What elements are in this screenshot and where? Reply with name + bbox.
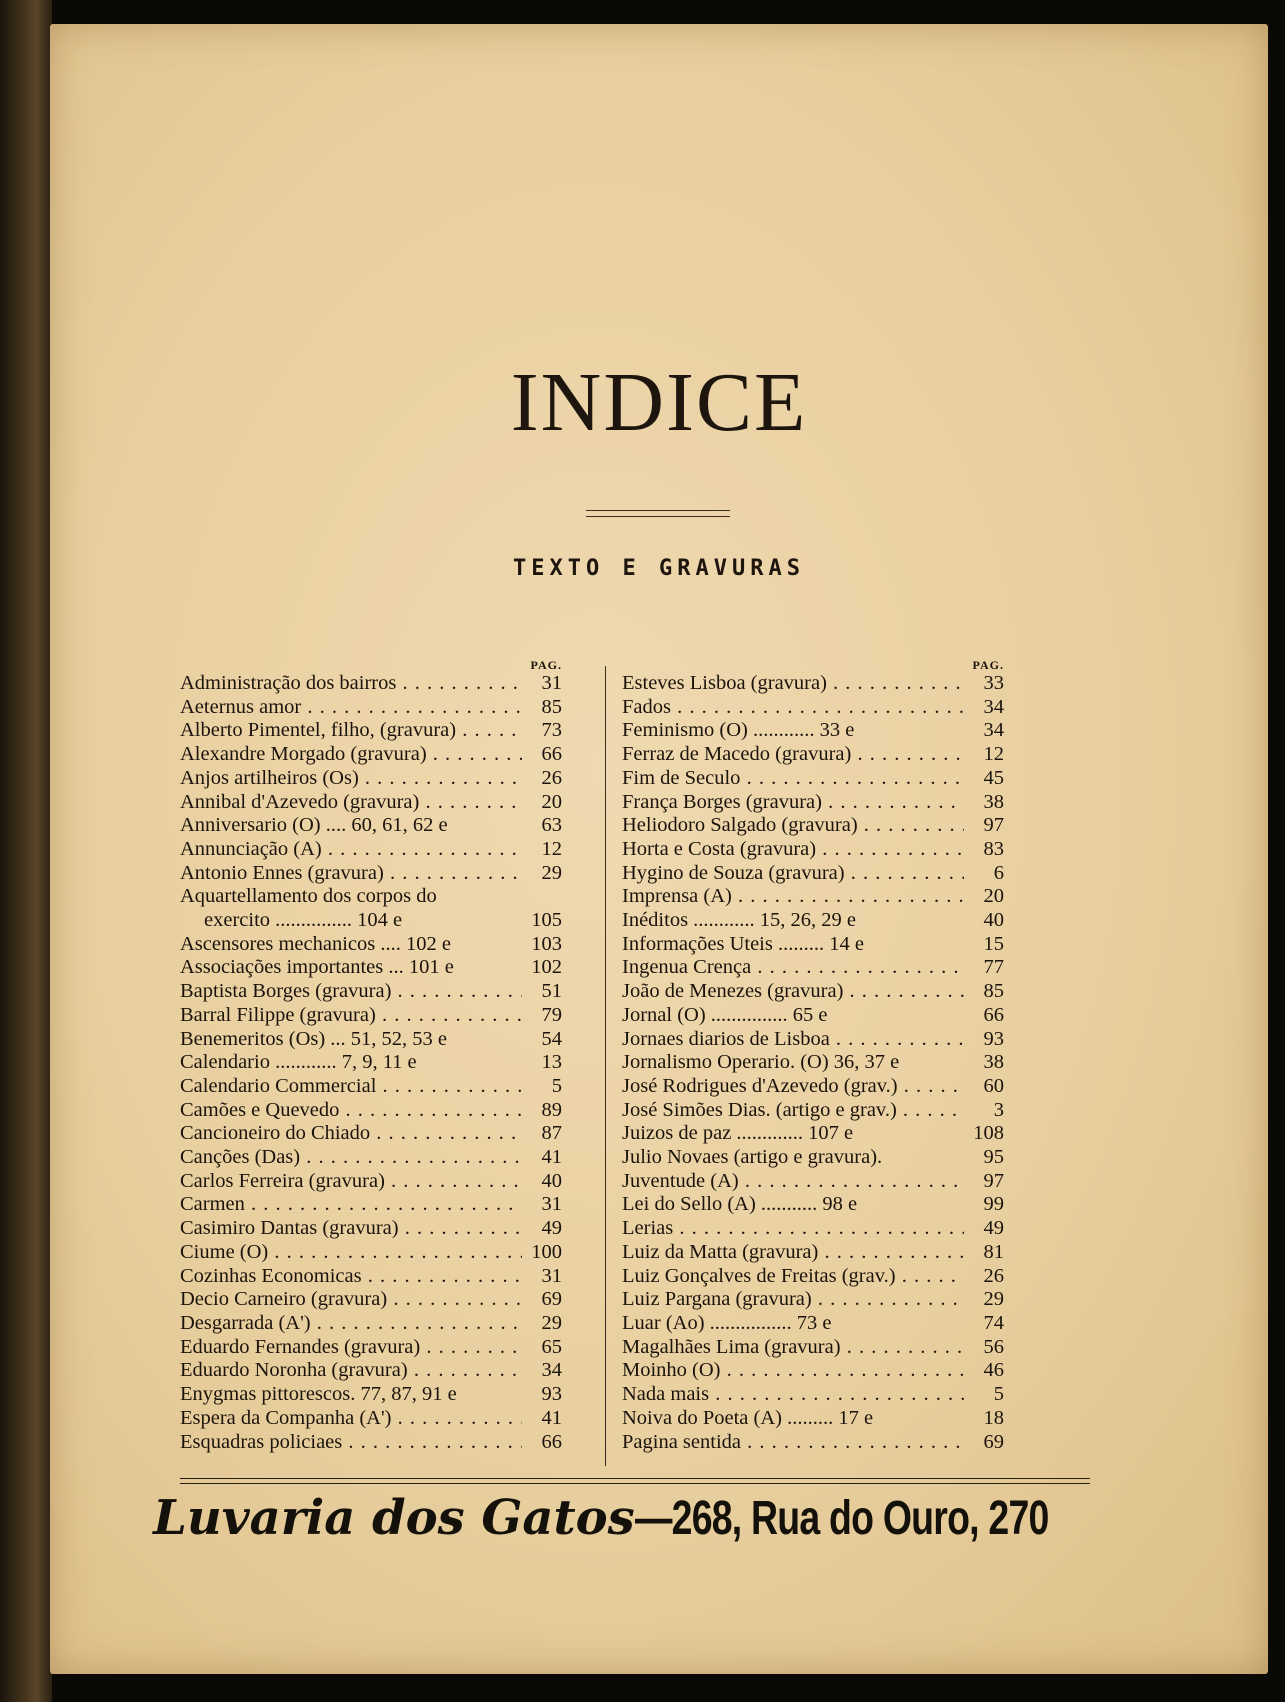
entry-title: Feminismo (O) ............ 33 e <box>622 719 855 742</box>
entry-page: 66 <box>541 743 562 766</box>
index-entry <box>180 1265 562 1289</box>
index-entry <box>622 719 1004 743</box>
entry-page: 97 <box>983 1169 1004 1192</box>
title-rule <box>586 510 730 517</box>
index-entry <box>622 1265 1004 1289</box>
index-entry <box>180 814 562 838</box>
entry-title: Desgarrada (A') . . . <box>180 1312 522 1336</box>
index-entry <box>180 1122 562 1146</box>
entry-page: 93 <box>983 1027 1004 1050</box>
index-entry <box>180 767 562 791</box>
index-page <box>50 24 1268 1674</box>
entry-page: 51 <box>541 980 562 1003</box>
entry-title: Casimiro Dantas (gravura) . . . <box>180 1217 522 1241</box>
entry-title: Carmen . . . <box>180 1193 522 1217</box>
entry-page: 66 <box>983 1003 1004 1026</box>
entry-page: 33 <box>983 672 1004 694</box>
entry-title: Informações Uteis ......... 14 e <box>622 932 864 955</box>
column-divider <box>605 666 606 1466</box>
entry-title: Ferraz de Macedo (gravura) . . . <box>622 743 964 767</box>
entry-page: 38 <box>983 790 1004 813</box>
entry-page: 60 <box>983 1074 1004 1097</box>
entry-title: Fados . . . <box>622 696 964 720</box>
entry-title: Jornal (O) ............... 65 e <box>622 1003 828 1026</box>
entry-title: Juventude (A) . . . <box>622 1170 964 1194</box>
entry-page: 69 <box>983 1430 1004 1453</box>
entry-page: 45 <box>983 766 1004 789</box>
entry-page: 41 <box>541 1406 562 1429</box>
entry-page: 73 <box>541 719 562 742</box>
entry-page: 74 <box>983 1311 1004 1334</box>
entry-title: Horta e Costa (gravura) . . . <box>622 838 964 862</box>
entry-page: 99 <box>983 1193 1004 1216</box>
entry-title: Antonio Ennes (gravura) . . . <box>180 862 522 886</box>
book-spine <box>0 0 52 1702</box>
entry-title: Ascensores mechanicos .... 102 e <box>180 932 451 955</box>
index-entry <box>622 1312 1004 1336</box>
entry-page: 66 <box>541 1430 562 1453</box>
footer-rule <box>180 1478 1090 1484</box>
index-entry <box>622 1099 1004 1123</box>
entry-title: Hygino de Souza (gravura) . . . <box>622 862 964 886</box>
entry-page: 12 <box>541 837 562 860</box>
index-entry <box>622 1241 1004 1265</box>
index-entry <box>180 1336 562 1360</box>
entry-title: Lei do Sello (A) ........... 98 e <box>622 1193 858 1216</box>
entry-title: Carlos Ferreira (gravura) . . . <box>180 1170 522 1194</box>
entry-title: Juizos de paz ............. 107 e <box>622 1122 854 1145</box>
entry-title: Calendario Commercial . . . <box>180 1075 522 1099</box>
entry-page: 13 <box>541 1051 562 1074</box>
entry-page: 81 <box>983 1240 1004 1263</box>
entry-page: 29 <box>541 1311 562 1334</box>
index-entry <box>622 1122 1004 1146</box>
index-entry <box>622 1170 1004 1194</box>
entry-page: 87 <box>541 1122 562 1145</box>
index-list-right <box>622 672 1004 1454</box>
entry-title: Inéditos ............ 15, 26, 29 e <box>622 909 857 932</box>
entry-page: 26 <box>983 1264 1004 1287</box>
index-entry <box>180 1051 562 1075</box>
entry-title: Luiz Pargana (gravura) . . . <box>622 1288 964 1312</box>
index-entry <box>622 1004 1004 1028</box>
entry-title: Anniversario (O) .... 60, 61, 62 e <box>180 814 448 837</box>
entry-page: 3 <box>993 1098 1004 1121</box>
entry-title: José Rodrigues d'Azevedo (grav.) . . . <box>622 1075 964 1099</box>
entry-page: 77 <box>983 956 1004 979</box>
index-entry <box>622 767 1004 791</box>
entry-page: 20 <box>541 790 562 813</box>
page-title: INDICE <box>510 356 808 449</box>
entry-title: Jornaes diarios de Lisboa . . . <box>622 1028 964 1052</box>
entry-title: Moinho (O) . . . <box>622 1359 964 1383</box>
index-entry <box>622 1217 1004 1241</box>
entry-page: 34 <box>983 719 1004 742</box>
entry-page: 40 <box>983 909 1004 932</box>
entry-page: 29 <box>983 1288 1004 1311</box>
section-subtitle: TEXTO E GRAVURAS <box>513 556 805 581</box>
index-entry <box>180 1217 562 1241</box>
entry-title: Alexandre Morgado (gravura) . . . <box>180 743 522 767</box>
index-entry <box>622 1051 1004 1075</box>
index-entry <box>180 838 562 862</box>
entry-page: 6 <box>993 861 1004 884</box>
entry-title: Ciume (O) . . . <box>180 1241 522 1265</box>
entry-page: 26 <box>541 766 562 789</box>
entry-title: Baptista Borges (gravura) . . . <box>180 980 522 1004</box>
entry-page: 29 <box>541 861 562 884</box>
entry-page: 20 <box>983 885 1004 908</box>
entry-title: Ingenua Crença . . . <box>622 956 964 980</box>
entry-title: Aeternus amor . . . <box>180 696 522 720</box>
entry-title: Jornalismo Operario. (O) 36, 37 e <box>622 1051 900 1074</box>
index-entry <box>622 814 1004 838</box>
index-column-left <box>180 658 562 1454</box>
entry-title: Nada mais . . . <box>622 1383 964 1407</box>
index-entry <box>622 909 1004 933</box>
entry-title: Administração dos bairros . . . <box>180 672 522 696</box>
index-entry <box>622 980 1004 1004</box>
entry-page: 49 <box>541 1217 562 1240</box>
entry-title: Luiz Gonçalves de Freitas (grav.) . . . <box>622 1265 964 1289</box>
entry-title: Anjos artilheiros (Os) . . . <box>180 767 522 791</box>
entry-page: 85 <box>541 695 562 718</box>
index-entry <box>180 1099 562 1123</box>
entry-page: 97 <box>983 814 1004 837</box>
index-entry <box>180 933 562 957</box>
index-entry <box>180 1407 562 1431</box>
index-entry <box>180 1288 562 1312</box>
entry-title: Aquartellamento dos corpos do <box>180 885 437 908</box>
index-entry <box>180 1241 562 1265</box>
entry-page: 41 <box>541 1146 562 1169</box>
entry-page: 102 <box>531 956 562 979</box>
entry-title: exercito ............... 104 e <box>204 909 403 932</box>
entry-title: Decio Carneiro (gravura) . . . <box>180 1288 522 1312</box>
footer-brand: Luvaria dos Gatos <box>153 1490 635 1546</box>
entry-title: Barral Filippe (gravura) . . . <box>180 1004 522 1028</box>
index-entry <box>622 672 1004 696</box>
index-entry <box>622 956 1004 980</box>
index-list-left <box>180 672 562 1454</box>
entry-page: 103 <box>531 932 562 955</box>
entry-title: Magalhães Lima (gravura) . . . <box>622 1336 964 1360</box>
index-entry <box>180 1431 562 1455</box>
entry-title: França Borges (gravura) . . . <box>622 791 964 815</box>
footer-address: —268, Rua do Ouro, 270 <box>634 1492 1049 1545</box>
entry-title: Luar (Ao) ................ 73 e <box>622 1311 832 1334</box>
index-entry <box>622 862 1004 886</box>
index-entry <box>180 1193 562 1217</box>
index-entry <box>622 1407 1004 1431</box>
entry-page: 5 <box>551 1074 562 1097</box>
index-entry <box>180 1004 562 1028</box>
pag-header-left: PAG. <box>530 658 562 672</box>
entry-title: Eduardo Noronha (gravura) . . . <box>180 1359 522 1383</box>
entry-title: Lerias . . . <box>622 1217 964 1241</box>
index-entry <box>180 1312 562 1336</box>
entry-title: Imprensa (A) . . . <box>622 885 964 909</box>
entry-title: Pagina sentida . . . <box>622 1431 964 1455</box>
index-entry <box>622 1146 1004 1170</box>
entry-title: José Simões Dias. (artigo e grav.) . . . <box>622 1099 964 1123</box>
advertisement-footer <box>50 1490 1268 1546</box>
index-entry <box>180 1146 562 1170</box>
entry-page: 89 <box>541 1098 562 1121</box>
index-entry <box>622 1193 1004 1217</box>
index-entry <box>622 743 1004 767</box>
entry-page: 63 <box>541 814 562 837</box>
entry-page: 54 <box>541 1027 562 1050</box>
index-column-right <box>622 658 1004 1454</box>
index-entry <box>180 862 562 886</box>
index-entry <box>622 1383 1004 1407</box>
entry-page: 46 <box>983 1359 1004 1382</box>
index-entry <box>622 838 1004 862</box>
entry-page: 31 <box>541 672 562 694</box>
index-entry <box>622 1288 1004 1312</box>
entry-page: 31 <box>541 1193 562 1216</box>
pag-header-right: PAG. <box>972 658 1004 672</box>
index-entry <box>180 791 562 815</box>
entry-title: Cancioneiro do Chiado . . . <box>180 1122 522 1146</box>
entry-page: 40 <box>541 1169 562 1192</box>
entry-title: Annibal d'Azevedo (gravura) . . . <box>180 791 522 815</box>
entry-title: Esteves Lisboa (gravura) . . . <box>622 672 964 696</box>
index-entry <box>180 885 562 909</box>
entry-title: Fim de Seculo . . . <box>622 767 964 791</box>
entry-page: 105 <box>531 909 562 932</box>
entry-title: Benemeritos (Os) ... 51, 52, 53 e <box>180 1027 448 1050</box>
index-entry <box>180 909 562 933</box>
entry-title: Noiva do Poeta (A) ......... 17 e <box>622 1406 874 1429</box>
entry-title: Heliodoro Salgado (gravura) . . . <box>622 814 964 838</box>
entry-page: 34 <box>983 695 1004 718</box>
index-entry <box>622 696 1004 720</box>
index-entry <box>622 885 1004 909</box>
index-entry <box>180 1359 562 1383</box>
entry-page: 93 <box>541 1383 562 1406</box>
entry-title: João de Menezes (gravura) . . . <box>622 980 964 1004</box>
entry-title: Julio Novaes (artigo e gravura). <box>622 1146 883 1169</box>
index-entry <box>180 696 562 720</box>
index-entry <box>622 791 1004 815</box>
entry-page: 12 <box>983 743 1004 766</box>
entry-title: Calendario ............ 7, 9, 11 e <box>180 1051 417 1074</box>
entry-page: 5 <box>993 1383 1004 1406</box>
entry-page: 56 <box>983 1335 1004 1358</box>
entry-title: Enygmas pittorescos. 77, 87, 91 e <box>180 1383 457 1406</box>
entry-page: 65 <box>541 1335 562 1358</box>
entry-title: Luiz da Matta (gravura) . . . <box>622 1241 964 1265</box>
index-entry <box>180 1028 562 1052</box>
index-entry <box>180 956 562 980</box>
entry-page: 108 <box>973 1122 1004 1145</box>
index-entry <box>622 1028 1004 1052</box>
entry-title: Camões e Quevedo . . . <box>180 1099 522 1123</box>
index-entry <box>622 933 1004 957</box>
index-entry <box>622 1336 1004 1360</box>
index-entry <box>180 1075 562 1099</box>
entry-page: 15 <box>983 932 1004 955</box>
entry-title: Annunciação (A) . . . <box>180 838 522 862</box>
entry-page: 95 <box>983 1146 1004 1169</box>
index-entry <box>180 719 562 743</box>
entry-page: 83 <box>983 837 1004 860</box>
entry-page: 49 <box>983 1217 1004 1240</box>
entry-page: 38 <box>983 1051 1004 1074</box>
entry-title: Espera da Companha (A') . . . <box>180 1407 522 1431</box>
entry-page: 69 <box>541 1288 562 1311</box>
entry-page: 100 <box>531 1240 562 1263</box>
entry-page: 31 <box>541 1264 562 1287</box>
index-entry <box>180 1170 562 1194</box>
entry-page: 85 <box>983 980 1004 1003</box>
entry-page: 79 <box>541 1003 562 1026</box>
entry-title: Cozinhas Economicas . . . <box>180 1265 522 1289</box>
index-entry <box>622 1431 1004 1455</box>
entry-title: Eduardo Fernandes (gravura) . . . <box>180 1336 522 1360</box>
index-entry <box>180 672 562 696</box>
index-entry <box>622 1359 1004 1383</box>
entry-page: 18 <box>983 1406 1004 1429</box>
entry-title: Associações importantes ... 101 e <box>180 956 454 979</box>
entry-page: 34 <box>541 1359 562 1382</box>
entry-title: Alberto Pimentel, filho, (gravura) . . . <box>180 719 522 743</box>
index-entry <box>622 1075 1004 1099</box>
entry-title: Canções (Das) . . . <box>180 1146 522 1170</box>
entry-title: Esquadras policiaes . . . <box>180 1431 522 1455</box>
index-entry <box>180 743 562 767</box>
index-entry <box>180 1383 562 1407</box>
index-entry <box>180 980 562 1004</box>
